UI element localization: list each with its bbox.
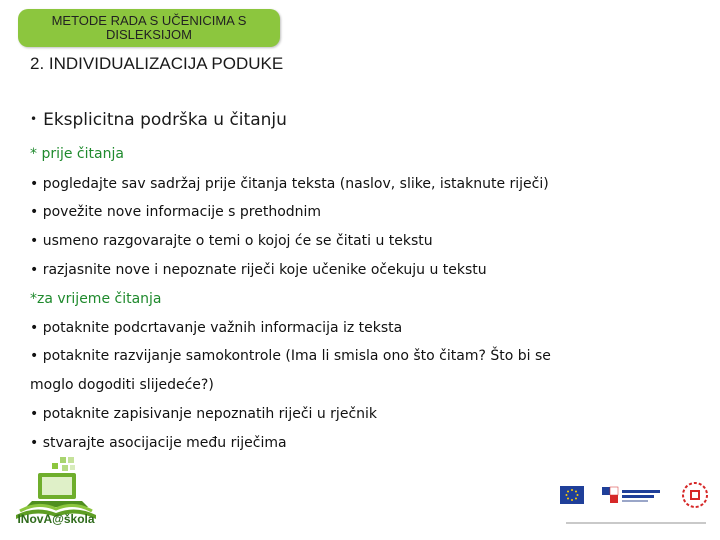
main-bullet-text: Eksplicitna podrška u čitanju bbox=[43, 110, 287, 130]
list-item: • usmeno razgovarajte o temi o kojoj će se čitati u tekstu bbox=[30, 233, 433, 249]
list-item: • pogledajte sav sadržaj prije čitanja teksta (naslov, slike, istaknute riječi) bbox=[30, 176, 549, 192]
header-badge-line2: DISLEKSIJOM bbox=[106, 27, 192, 42]
list-item: • potaknite zapisivanje nepoznatih riječi u rječnik bbox=[30, 406, 378, 422]
logo-text: INovA@škola bbox=[17, 512, 95, 526]
list-item: • razjasnite nove i nepoznate riječi koje učenike očekuju u tekstu bbox=[30, 262, 487, 278]
main-bullet bbox=[30, 108, 287, 131]
list-item: • potaknite podcrtavanje važnih informacija iz teksta bbox=[30, 320, 403, 336]
list-item: • potaknite razvijanje samokontrole (Ima li smisla ono što čitam? Što bi se bbox=[30, 348, 551, 364]
header-badge-line1: METODE RADA S UČENICIMA S bbox=[51, 13, 247, 28]
before-reading-heading: * prije čitanja bbox=[30, 146, 124, 162]
bullet-marker: • bbox=[30, 112, 38, 126]
list-item-continuation: moglo dogoditi slijedeće?) bbox=[30, 377, 214, 393]
footer-note bbox=[566, 521, 716, 526]
list-item: • povežite nove informacije s prethodnim bbox=[30, 204, 322, 220]
ministry-logo-icon bbox=[680, 480, 710, 510]
header-badge bbox=[18, 9, 280, 47]
list-item: • stvarajte asocijacije među riječima bbox=[30, 435, 287, 451]
eu-flag-icon bbox=[560, 486, 584, 504]
footer-logos bbox=[560, 478, 710, 512]
eu-structural-funds-logo-icon bbox=[602, 484, 662, 506]
during-reading-heading: *za vrijeme čitanja bbox=[30, 291, 162, 307]
page-title: 2. INDIVIDUALIZACIJA PODUKE bbox=[30, 54, 284, 73]
